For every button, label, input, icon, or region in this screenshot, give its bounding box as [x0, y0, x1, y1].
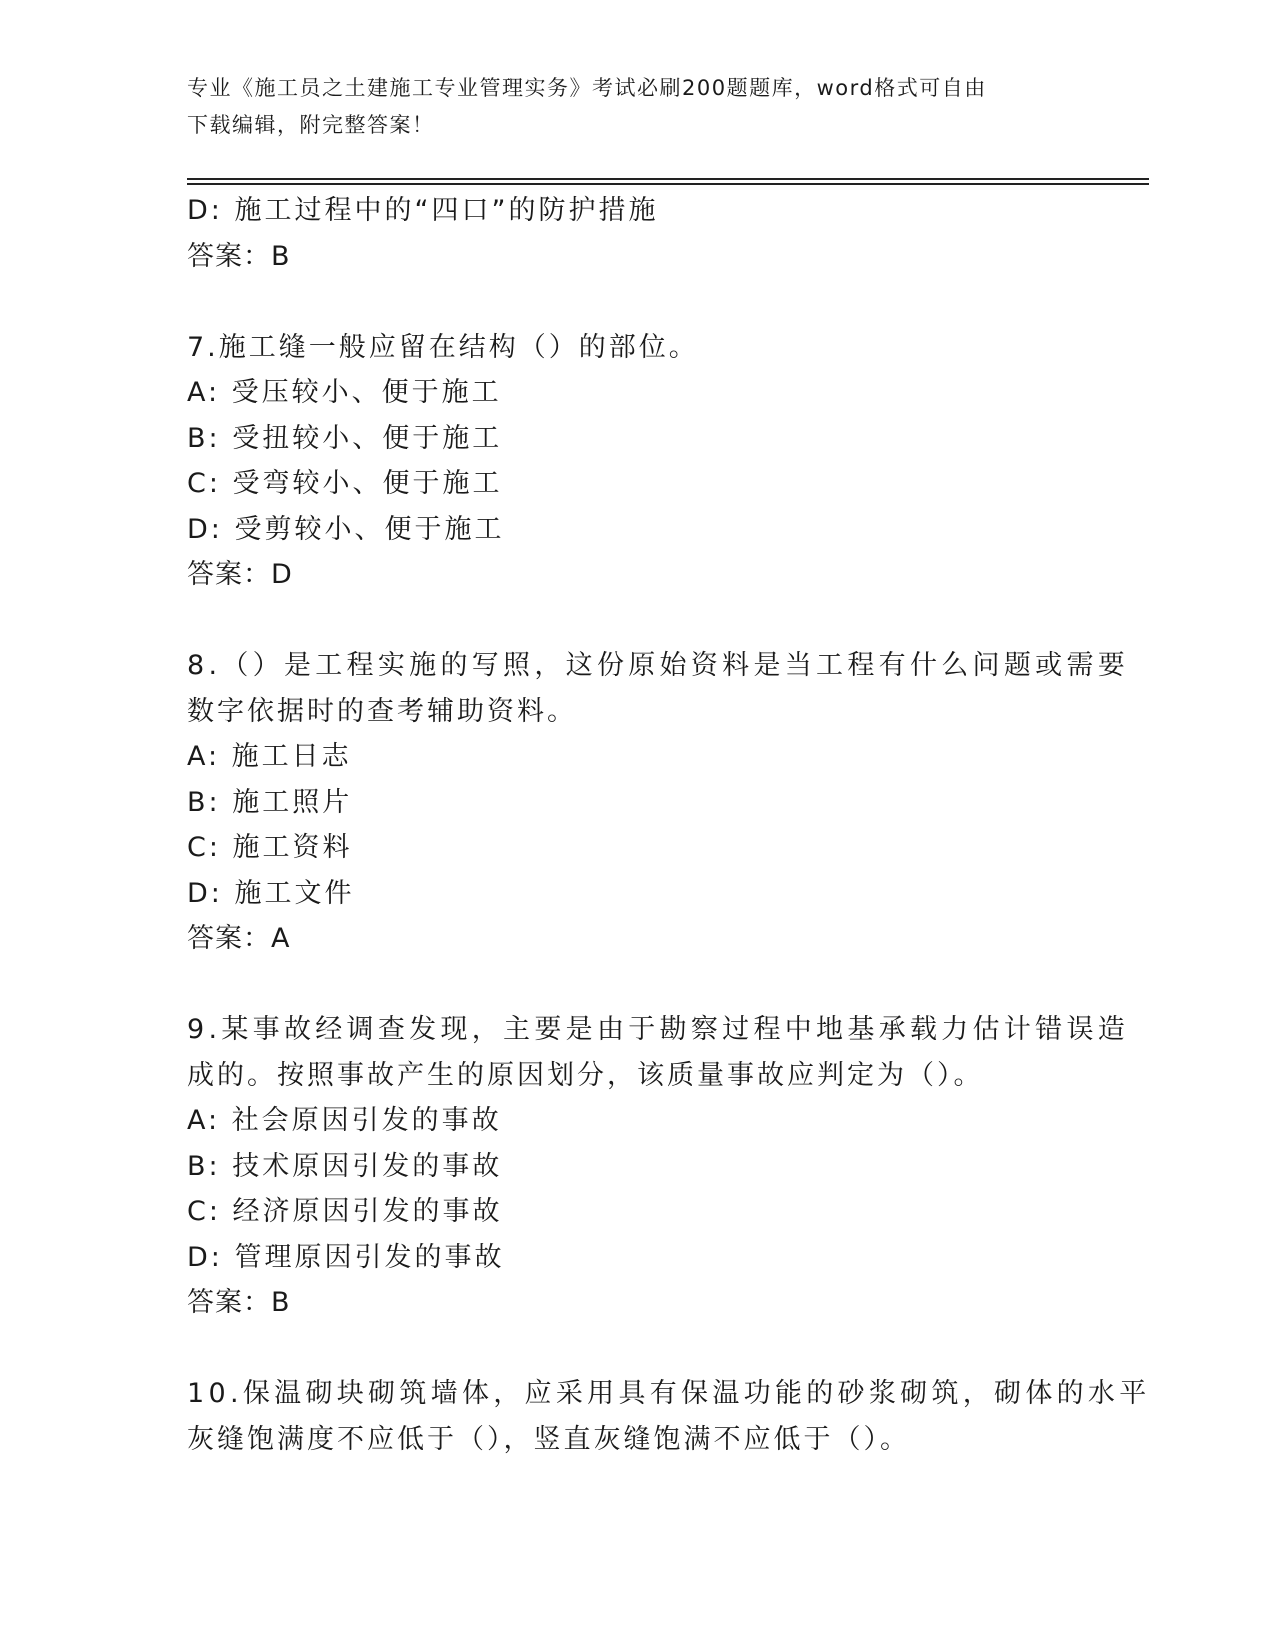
answer: 答案：B	[187, 240, 291, 272]
option-a: A: 受压较小、便于施工	[187, 377, 502, 408]
question-stem-line-1: 9.某事故经调查发现，主要是由于勘察过程中地基承载力估计错误造	[187, 1014, 1130, 1045]
option-b: B: 施工照片	[187, 786, 353, 818]
header-divider-top	[187, 178, 1149, 180]
question-10	[187, 1371, 1151, 1462]
question-7	[187, 325, 1087, 598]
question-stem-line-2: 成的。按照事故产生的原因划分，该质量事故应判定为（）。	[187, 1059, 984, 1091]
question-stem-line-1: 8.（）是工程实施的写照，这份原始资料是当工程有什么问题或需要	[187, 650, 1130, 681]
question-6-tail	[187, 188, 1087, 279]
option-d: D: 施工文件	[187, 877, 355, 909]
question-stem-line-1: 10.保温砌块砌筑墙体，应采用具有保温功能的砂浆砌筑，砌体的水平	[187, 1378, 1151, 1409]
page-header	[187, 70, 1067, 144]
option-b: B: 技术原因引发的事故	[187, 1150, 503, 1182]
option-c: C: 经济原因引发的事故	[187, 1196, 503, 1227]
question-8	[187, 643, 1130, 962]
spacer	[187, 1326, 1087, 1372]
option-c: C: 受弯较小、便于施工	[187, 468, 503, 499]
question-content	[187, 188, 1151, 1462]
spacer	[187, 598, 1087, 644]
spacer	[187, 279, 1087, 325]
question-stem-line-2: 数字依据时的查考辅助资料。	[187, 695, 577, 727]
question-9	[187, 1007, 1130, 1326]
header-divider-bottom	[187, 183, 1149, 185]
option-d: D: 管理原因引发的事故	[187, 1241, 505, 1273]
option-a: A: 社会原因引发的事故	[187, 1105, 502, 1136]
option-d: D: 受剪较小、便于施工	[187, 513, 505, 545]
header-line-1: 专业《施工员之土建施工专业管理实务》考试必刷200题题库，word格式可自由	[187, 76, 987, 100]
option-d: D: 施工过程中的“四口”的防护措施	[187, 195, 659, 226]
question-stem: 7.施工缝一般应留在结构（）的部位。	[187, 331, 699, 363]
answer: 答案：D	[187, 559, 293, 590]
spacer	[187, 962, 1087, 1008]
option-b: B: 受扭较小、便于施工	[187, 422, 503, 454]
option-c: C: 施工资料	[187, 832, 353, 863]
answer: 答案：A	[187, 923, 291, 954]
question-stem-line-2: 灰缝饱满度不应低于（），竖直灰缝饱满不应低于（）。	[187, 1423, 910, 1455]
header-line-2: 下载编辑，附完整答案！	[187, 113, 435, 137]
answer: 答案：B	[187, 1287, 291, 1318]
option-a: A: 施工日志	[187, 741, 352, 772]
